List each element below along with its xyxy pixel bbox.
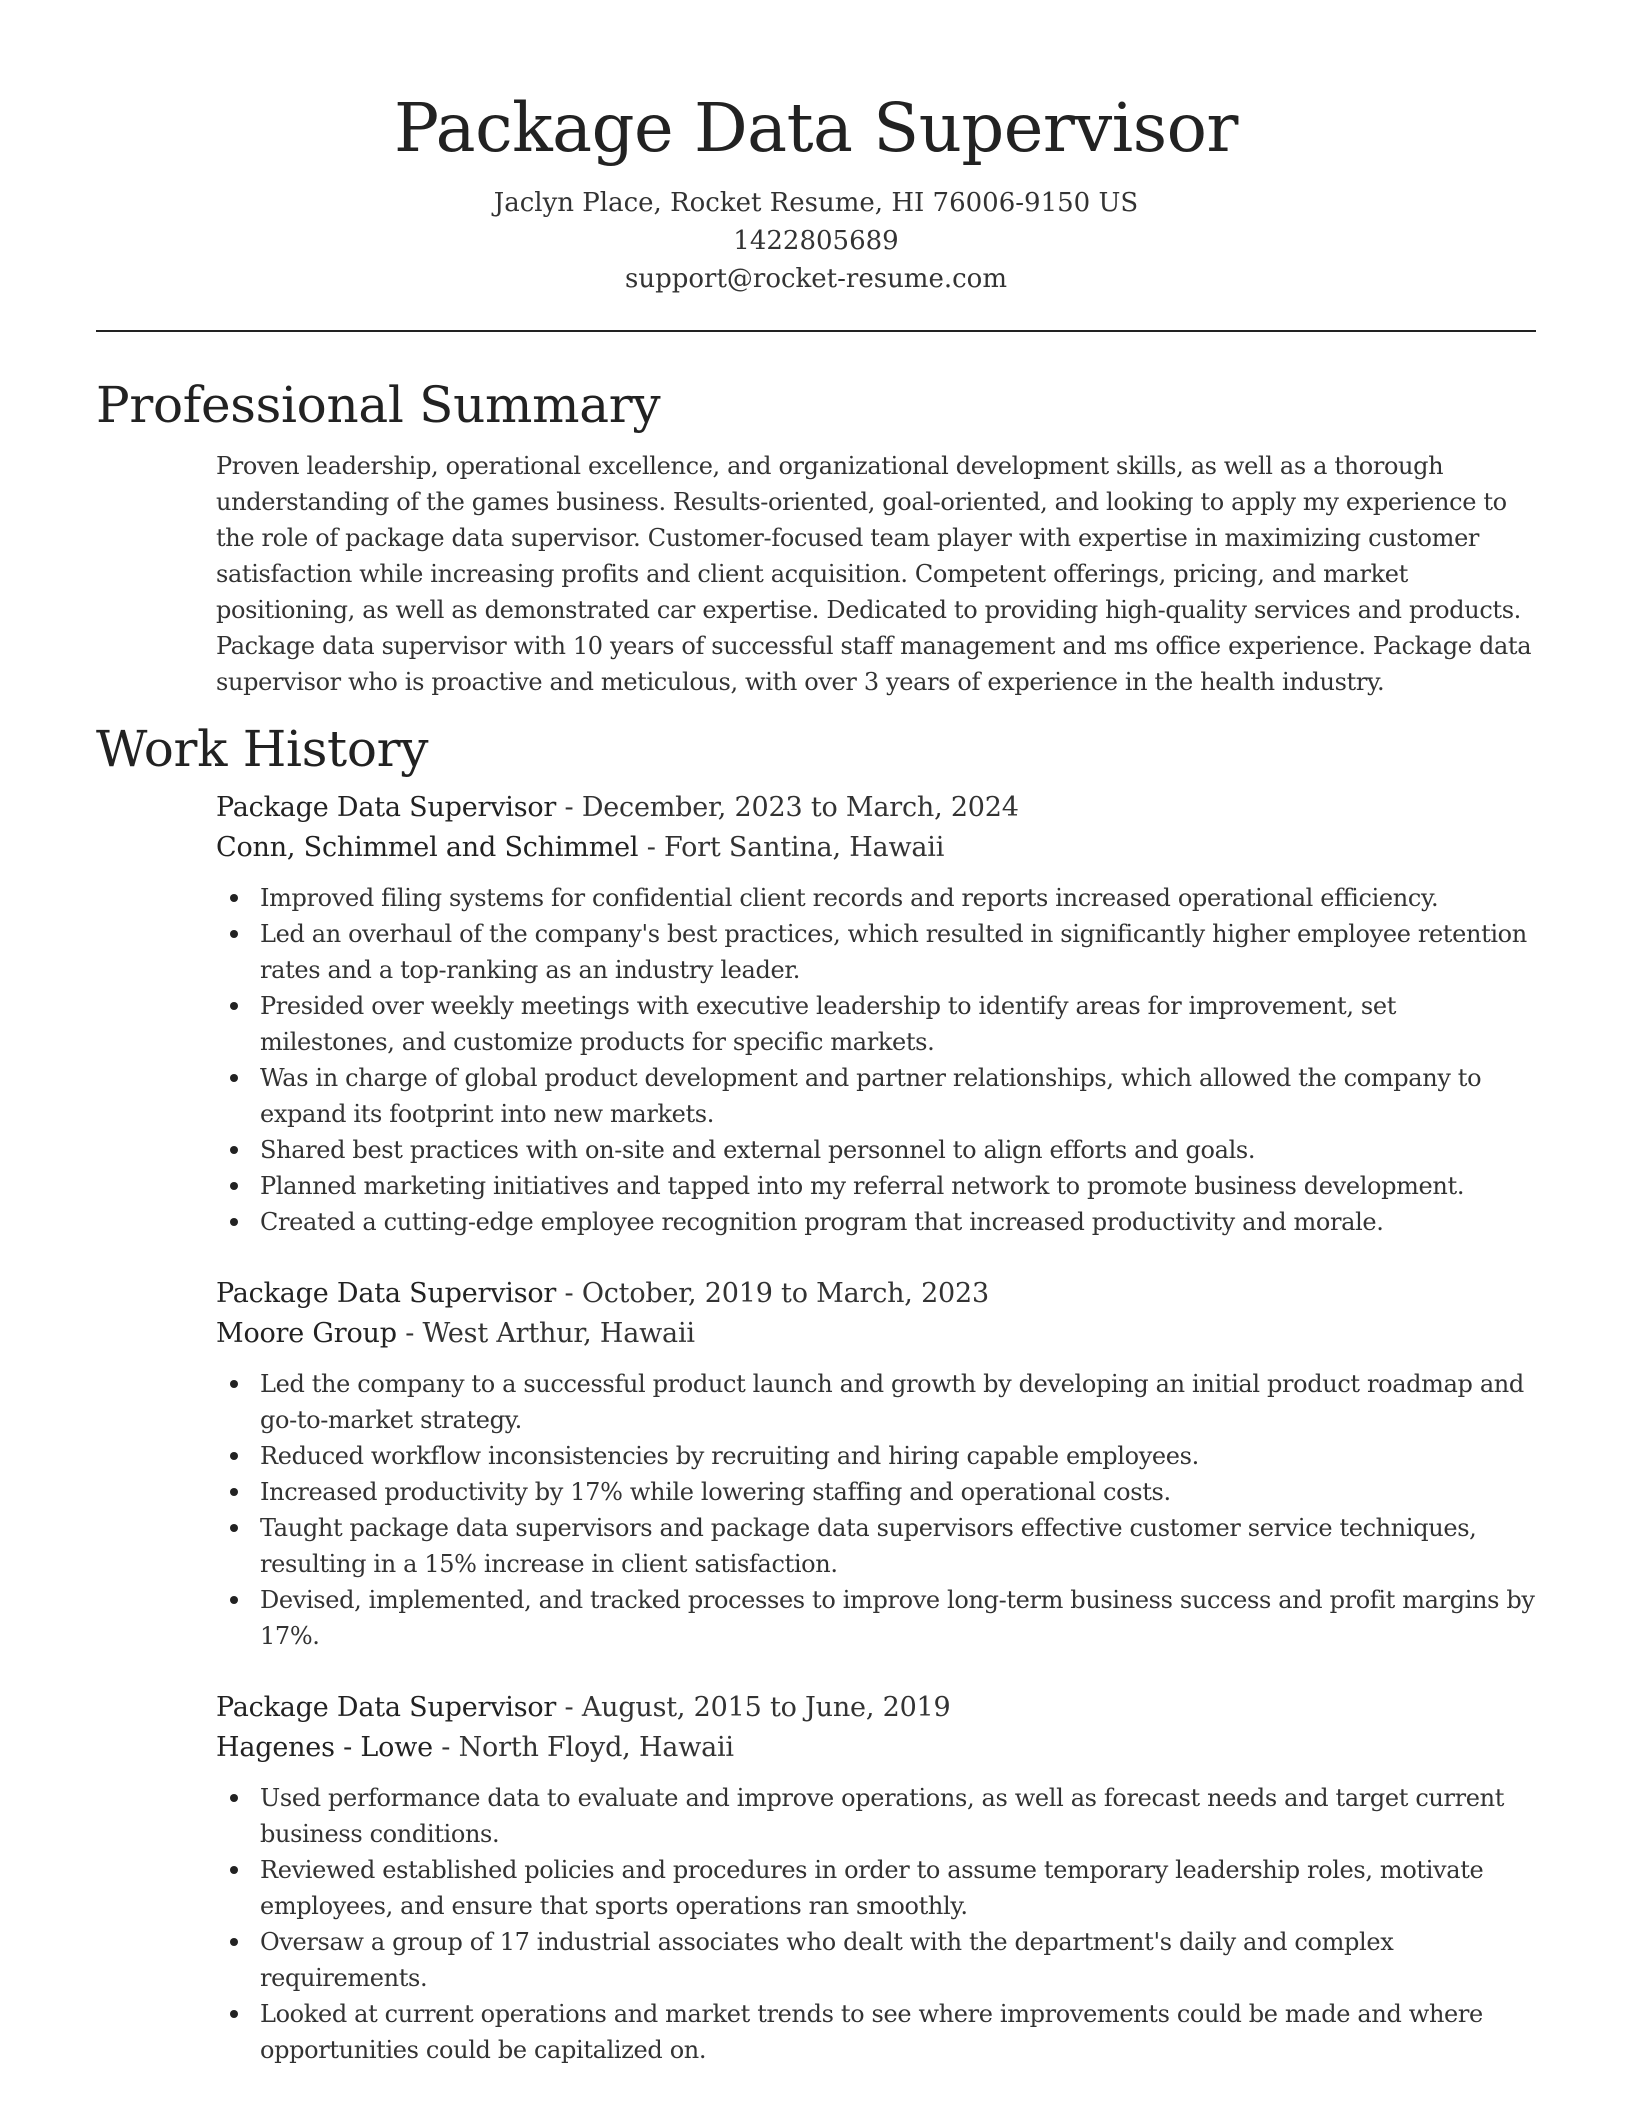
section-title-work-history: Work History bbox=[96, 720, 429, 778]
job-entry bbox=[216, 788, 1536, 1240]
job-role: Package Data Supervisor bbox=[216, 1692, 557, 1723]
list-item: Taught package data supervisors and package data supervisors effective customer service techniques, resulting in a 15% increase in client satisfaction. bbox=[216, 1510, 1536, 1582]
job-bullets bbox=[216, 1780, 1536, 2068]
list-item: Presided over weekly meetings with executive leadership to identify areas for improvement, set milestones, and customize products for specific markets. bbox=[216, 988, 1536, 1060]
list-item: Oversaw a group of 17 industrial associates who dealt with the department's daily and complex requirements. bbox=[216, 1924, 1536, 1996]
work-history-section bbox=[96, 718, 1536, 2068]
list-item: Devised, implemented, and tracked processes to improve long-term business success and profit margins by 17%. bbox=[216, 1582, 1536, 1654]
professional-summary-section bbox=[96, 374, 1536, 700]
job-company: Moore Group bbox=[216, 1318, 397, 1349]
job-title-line bbox=[216, 1688, 1536, 1728]
list-item: Created a cutting-edge employee recognition program that increased productivity and morale. bbox=[216, 1204, 1536, 1240]
job-entry bbox=[216, 1274, 1536, 1654]
list-item: Led an overhaul of the company's best practices, which resulted in significantly higher employee retention rates and a top-ranking as an industry leader. bbox=[216, 916, 1536, 988]
list-item: Reduced workflow inconsistencies by recruiting and hiring capable employees. bbox=[216, 1438, 1536, 1474]
job-bullets bbox=[216, 880, 1536, 1240]
job-company-line bbox=[216, 1728, 1536, 1768]
separator: - bbox=[432, 1732, 459, 1763]
separator: - bbox=[396, 1318, 423, 1349]
list-item: Shared best practices with on-site and external personnel to align efforts and goals. bbox=[216, 1132, 1536, 1168]
job-location: North Floyd, Hawaii bbox=[458, 1732, 734, 1763]
job-company: Hagenes - Lowe bbox=[216, 1732, 433, 1763]
contact-address: Jaclyn Place, Rocket Resume, HI 76006-9150 US bbox=[493, 188, 1139, 218]
list-item: Reviewed established policies and procedures in order to assume temporary leadership roles, motivate employees, and ensure that sports operations ran smoothly. bbox=[216, 1852, 1536, 1924]
job-dates: December, 2023 to March, 2024 bbox=[581, 792, 1019, 823]
job-role: Package Data Supervisor bbox=[216, 1278, 557, 1309]
header-divider bbox=[96, 330, 1536, 332]
separator: - bbox=[638, 832, 665, 863]
contact-info bbox=[96, 184, 1536, 298]
job-location: West Arthur, Hawaii bbox=[422, 1318, 695, 1349]
list-item: Used performance data to evaluate and improve operations, as well as forecast needs and target current business conditions. bbox=[216, 1780, 1536, 1852]
separator: - bbox=[556, 792, 582, 823]
job-title-line bbox=[216, 788, 1536, 828]
job-entry bbox=[216, 1688, 1536, 2068]
job-role: Package Data Supervisor bbox=[216, 792, 557, 823]
candidate-name: Package Data Supervisor bbox=[394, 89, 1238, 167]
resume-header bbox=[96, 0, 1536, 298]
job-company: Conn, Schimmel and Schimmel bbox=[216, 832, 639, 863]
separator: - bbox=[556, 1692, 582, 1723]
job-dates: October, 2019 to March, 2023 bbox=[581, 1278, 989, 1309]
list-item: Increased productivity by 17% while lowering staffing and operational costs. bbox=[216, 1474, 1536, 1510]
list-item: Was in charge of global product development and partner relationships, which allowed the company to expand its footprint into new markets. bbox=[216, 1060, 1536, 1132]
job-dates: August, 2015 to June, 2019 bbox=[581, 1692, 951, 1723]
job-company-line bbox=[216, 828, 1536, 868]
list-item: Planned marketing initiatives and tapped into my referral network to promote business development. bbox=[216, 1168, 1536, 1204]
summary-text: Proven leadership, operational excellence, and organizational development skills, as well as a thorough understanding of the games business. Results-oriented, goal-oriented, and looking to apply my experience to the role of package data supervisor. Customer-focused team player with expertise in maximizing customer satisfaction while increasing profits and client acquisition. Competent offerings, pricing, and market positioning, as well as demonstrated car expertise. Dedicated to providing high-quality services and products. Package data supervisor with 10 years of successful staff management and ms office experience. Package data supervisor who is proactive and meticulous, with over 3 years of experience in the health industry. bbox=[216, 452, 1532, 696]
list-item: Improved filing systems for confidential client records and reports increased operational efficiency. bbox=[216, 880, 1536, 916]
job-bullets bbox=[216, 1366, 1536, 1654]
job-company-line bbox=[216, 1314, 1536, 1354]
contact-phone: 1422805689 bbox=[733, 226, 899, 256]
contact-email: support@rocket-resume.com bbox=[624, 264, 1007, 294]
list-item: Led the company to a successful product launch and growth by developing an initial product roadmap and go-to-market strategy. bbox=[216, 1366, 1536, 1438]
job-title-line bbox=[216, 1274, 1536, 1314]
section-title-summary: Professional Summary bbox=[96, 376, 661, 434]
separator: - bbox=[556, 1278, 582, 1309]
list-item: Looked at current operations and market trends to see where improvements could be made and where opportunities could be capitalized on. bbox=[216, 1996, 1536, 2068]
job-location: Fort Santina, Hawaii bbox=[664, 832, 945, 863]
